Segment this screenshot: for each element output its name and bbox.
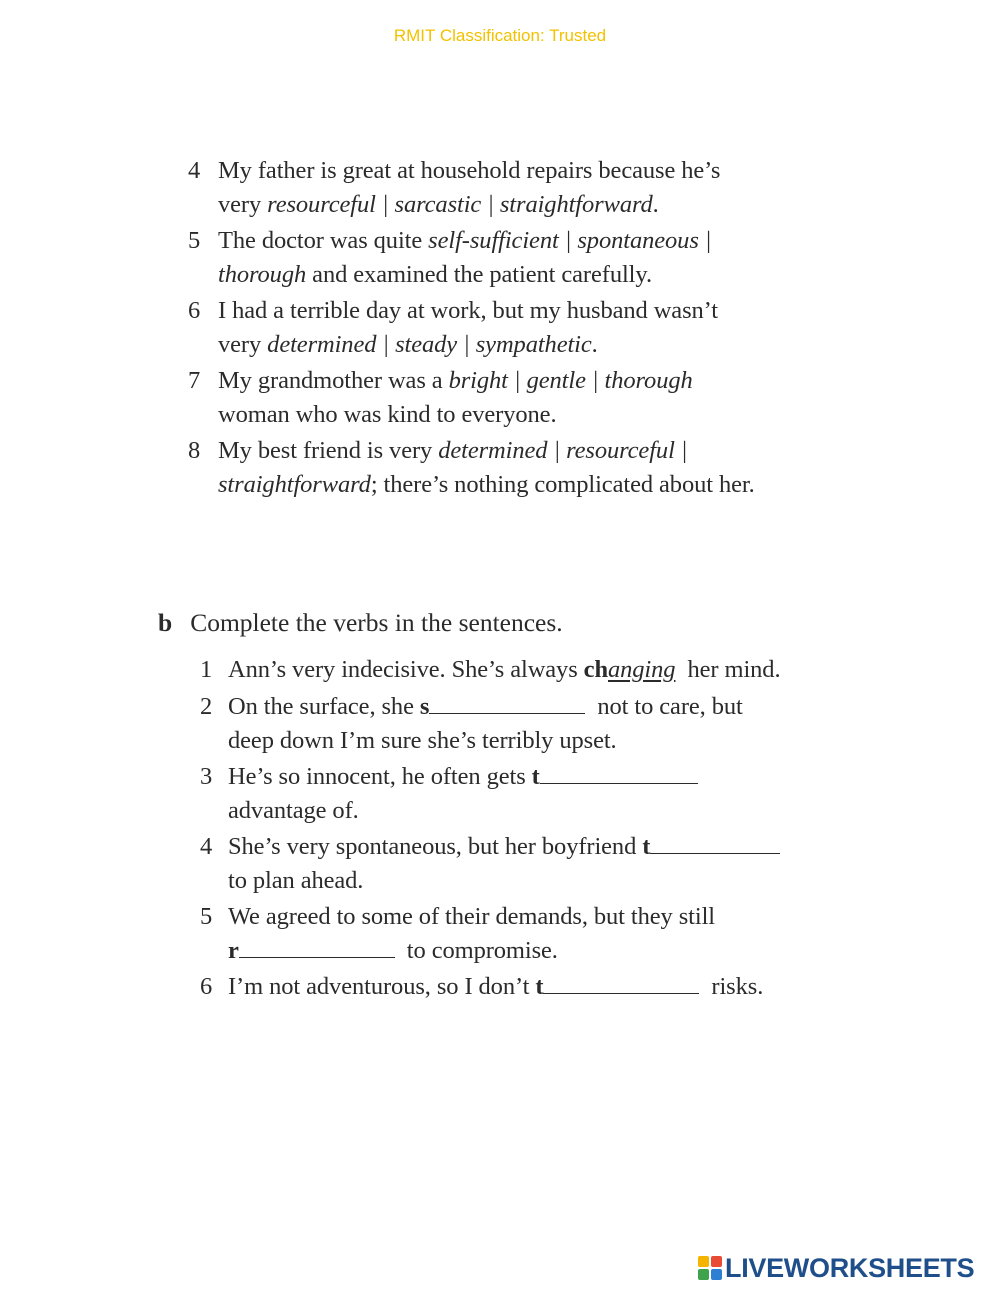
- verb-item-1: [200, 653, 780, 687]
- item-text: her mind.: [681, 656, 781, 683]
- verb-prefix: r: [228, 937, 239, 964]
- item-text: My grandmother was a: [218, 367, 449, 394]
- item-line-1: [228, 653, 780, 687]
- section-letter: b: [158, 608, 173, 637]
- item-text: risks.: [705, 973, 764, 1000]
- item-line-2: deep down I’m sure she’s terribly upset.: [228, 727, 617, 754]
- answer-field[interactable]: anging: [607, 656, 676, 683]
- answer-blank[interactable]: [540, 761, 698, 784]
- item-line-1: [218, 364, 693, 398]
- liveworksheets-logo-icon: [698, 1256, 722, 1280]
- word-options[interactable]: thorough: [218, 261, 307, 288]
- verb-prefix: t: [535, 973, 544, 1000]
- item-text: He’s so innocent, he often gets: [228, 763, 532, 790]
- item-line-2: [218, 258, 711, 292]
- logo-text: LIVEWORKSHEETS: [725, 1252, 975, 1283]
- item-line-1: [228, 690, 743, 724]
- verb-item-5: [200, 900, 715, 968]
- verb-item-4: [200, 830, 786, 898]
- item-line-1: I had a terrible day at work, but my husband wasn’t: [218, 297, 718, 324]
- item-line-2: [218, 468, 755, 502]
- item-text: I’m not adventurous, so I don’t: [228, 973, 536, 1000]
- item-number: 2: [200, 693, 213, 720]
- answer-blank[interactable]: [429, 691, 585, 714]
- item-line-2: [228, 934, 715, 968]
- item-7: [188, 364, 693, 432]
- item-line-1: [218, 224, 711, 258]
- item-text: .: [652, 191, 659, 218]
- word-options[interactable]: bright | gentle | thorough: [448, 367, 693, 394]
- verb-prefix: ch: [583, 656, 608, 683]
- item-line-2: [218, 188, 720, 222]
- item-6: [188, 294, 718, 362]
- word-options[interactable]: resourceful | sarcastic | straightforward: [267, 191, 653, 218]
- section-instruction: Complete the verbs in the sentences.: [190, 608, 563, 637]
- item-number: 5: [200, 903, 213, 930]
- item-text: to compromise.: [400, 937, 558, 964]
- logo-square-blue: [711, 1269, 722, 1280]
- verb-item-2: [200, 690, 743, 758]
- item-8: [188, 434, 755, 502]
- item-number: 4: [188, 157, 201, 184]
- answer-blank[interactable]: [650, 831, 780, 854]
- item-number: 5: [188, 227, 201, 254]
- verb-prefix: t: [642, 833, 651, 860]
- item-text: Ann’s very indecisive. She’s always: [228, 656, 584, 683]
- liveworksheets-logo: [698, 1253, 974, 1283]
- item-line-1: [228, 760, 704, 794]
- item-line-1: [218, 434, 755, 468]
- answer-blank[interactable]: [543, 971, 699, 994]
- item-text: The doctor was quite: [218, 227, 429, 254]
- item-number: 6: [200, 973, 213, 1000]
- item-number: 7: [188, 367, 201, 394]
- classification-label: RMIT Classification: Trusted: [393, 26, 607, 45]
- item-line-2: advantage of.: [228, 797, 359, 824]
- word-options[interactable]: straightforward: [218, 471, 371, 498]
- logo-square-red: [711, 1256, 722, 1267]
- item-number: 4: [200, 833, 213, 860]
- item-line-2: [218, 328, 718, 362]
- word-options[interactable]: determined | resourceful |: [438, 437, 688, 464]
- word-options[interactable]: self-sufficient | spontaneous |: [428, 227, 712, 254]
- item-text: not to care, but: [591, 693, 743, 720]
- item-number: 8: [188, 437, 201, 464]
- verb-item-3: [200, 760, 704, 828]
- item-line-1: We agreed to some of their demands, but they still: [228, 903, 715, 930]
- section-heading-b: [158, 608, 563, 638]
- item-text: very: [218, 331, 268, 358]
- item-5: [188, 224, 711, 292]
- item-line-1: [228, 970, 763, 1004]
- item-number: 3: [200, 763, 213, 790]
- logo-square-green: [698, 1269, 709, 1280]
- verb-prefix: t: [531, 763, 540, 790]
- item-text: and examined the patient carefully.: [306, 261, 652, 288]
- verb-item-6: [200, 970, 763, 1004]
- item-text: On the surface, she: [228, 693, 420, 720]
- item-4: [188, 154, 720, 222]
- item-text: She’s very spontaneous, but her boyfriend: [228, 833, 643, 860]
- item-line-1: My father is great at household repairs because he’s: [218, 157, 721, 184]
- item-line-2: to plan ahead.: [228, 867, 364, 894]
- item-text: very: [218, 191, 268, 218]
- item-text: ; there’s nothing complicated about her.: [370, 471, 755, 498]
- item-number: 1: [200, 656, 213, 683]
- verb-prefix: s: [419, 693, 430, 720]
- item-line-1: [228, 830, 786, 864]
- answer-blank[interactable]: [239, 935, 395, 958]
- item-text: My best friend is very: [218, 437, 439, 464]
- word-options[interactable]: determined | steady | sympathetic: [267, 331, 592, 358]
- logo-square-yellow: [698, 1256, 709, 1267]
- item-text: .: [591, 331, 598, 358]
- item-line-2: woman who was kind to everyone.: [218, 401, 557, 428]
- item-number: 6: [188, 297, 201, 324]
